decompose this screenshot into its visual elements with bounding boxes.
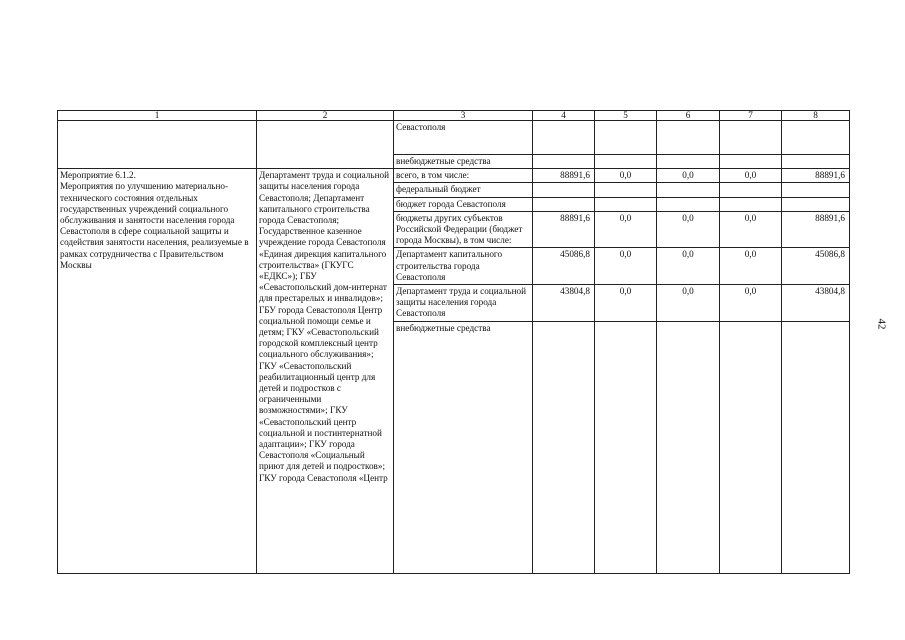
value-cell: 0,0 bbox=[720, 211, 782, 248]
value-cell bbox=[782, 121, 850, 155]
table-row bbox=[58, 169, 850, 183]
value-cell bbox=[657, 121, 720, 155]
col-header: 4 bbox=[533, 111, 595, 121]
budget-table bbox=[57, 110, 850, 574]
value-cell bbox=[657, 183, 720, 197]
value-cell bbox=[533, 183, 595, 197]
value-cell: 88891,6 bbox=[782, 211, 850, 248]
value-cell bbox=[595, 121, 657, 155]
value-cell bbox=[782, 183, 850, 197]
col-header: 7 bbox=[720, 111, 782, 121]
value-cell: 0,0 bbox=[720, 285, 782, 322]
value-cell: 0,0 bbox=[720, 248, 782, 285]
value-cell bbox=[533, 197, 595, 211]
funding-source: внебюджетные средства bbox=[394, 155, 533, 169]
col-header: 1 bbox=[58, 111, 257, 121]
funding-source: всего, в том числе: bbox=[394, 169, 533, 183]
col-header: 3 bbox=[394, 111, 533, 121]
value-cell: 0,0 bbox=[657, 248, 720, 285]
value-cell: 88891,6 bbox=[782, 169, 850, 183]
value-cell bbox=[533, 121, 595, 155]
empty-cell bbox=[257, 121, 394, 169]
value-cell: 0,0 bbox=[595, 211, 657, 248]
funding-source: внебюджетные средства bbox=[394, 321, 533, 573]
value-cell: 0,0 bbox=[595, 285, 657, 322]
value-cell bbox=[533, 321, 595, 573]
value-cell bbox=[720, 183, 782, 197]
funding-source: Севастополя bbox=[394, 121, 533, 155]
value-cell bbox=[595, 321, 657, 573]
value-cell bbox=[720, 121, 782, 155]
funding-source: бюджеты других субъектов Российской Федерации (бюджет города Москвы), в том числе: bbox=[394, 211, 533, 248]
value-cell bbox=[657, 197, 720, 211]
header-row bbox=[58, 111, 850, 121]
value-cell bbox=[595, 155, 657, 169]
funding-source: Департамент капитального строительства города Севастополя bbox=[394, 248, 533, 285]
value-cell bbox=[657, 321, 720, 573]
value-cell: 0,0 bbox=[657, 211, 720, 248]
col-header: 6 bbox=[657, 111, 720, 121]
value-cell: 0,0 bbox=[595, 169, 657, 183]
value-cell bbox=[657, 155, 720, 169]
funding-source: федеральный бюджет bbox=[394, 183, 533, 197]
value-cell: 43804,8 bbox=[533, 285, 595, 322]
value-cell bbox=[720, 197, 782, 211]
value-cell: 45086,8 bbox=[782, 248, 850, 285]
col-header: 2 bbox=[257, 111, 394, 121]
value-cell: 88891,6 bbox=[533, 169, 595, 183]
col-header: 5 bbox=[595, 111, 657, 121]
value-cell bbox=[782, 197, 850, 211]
value-cell: 45086,8 bbox=[533, 248, 595, 285]
measure-executor: Департамент труда и социальной защиты населения города Севастополя; Департамент капитального строительства города Севастополя; Государственное казенное учреждение города Севастополя «Единая дирекция капитального строительства» (ГКУГС «ЕДКС»); ГБУ «Севастопольский дом-интернат для престарелых и инвалидов»; ГБУ города Севастополя Центр социальной помощи семье и детям; ГКУ «Севастопольский городской комплексный центр социального обслуживания»; ГКУ «Севастопольский реабилитационный центр для детей и подростков с ограниченными возможностями»; ГКУ «Севастопольский центр социальной и постинтернатной адаптации»; ГКУ города Севастополя «Социальный приют для детей и подростков»; ГКУ города Севастополя «Центр bbox=[257, 169, 394, 573]
value-cell: 43804,8 bbox=[782, 285, 850, 322]
value-cell: 0,0 bbox=[595, 248, 657, 285]
value-cell: 0,0 bbox=[657, 169, 720, 183]
value-cell: 0,0 bbox=[720, 169, 782, 183]
funding-source: Департамент труда и социальной защиты населения города Севастополя bbox=[394, 285, 533, 322]
value-cell: 88891,6 bbox=[533, 211, 595, 248]
measure-title: Мероприятие 6.1.2. Мероприятия по улучшению материально-технического состояния отдельных государственных учреждений социального обслуживания и занятости населения города Севастополя в сфере социальной защиты и содействия занятости населения, реализуемые в рамках сотрудничества с Правительством Москвы bbox=[58, 169, 257, 573]
value-cell bbox=[595, 197, 657, 211]
value-cell bbox=[533, 155, 595, 169]
empty-cell bbox=[58, 121, 257, 169]
value-cell bbox=[782, 155, 850, 169]
value-cell: 0,0 bbox=[657, 285, 720, 322]
col-header: 8 bbox=[782, 111, 850, 121]
value-cell bbox=[595, 183, 657, 197]
funding-source: бюджет города Севастополя bbox=[394, 197, 533, 211]
page-number: 42 bbox=[875, 318, 888, 330]
value-cell bbox=[720, 155, 782, 169]
value-cell bbox=[782, 321, 850, 573]
value-cell bbox=[720, 321, 782, 573]
table-row bbox=[58, 121, 850, 155]
